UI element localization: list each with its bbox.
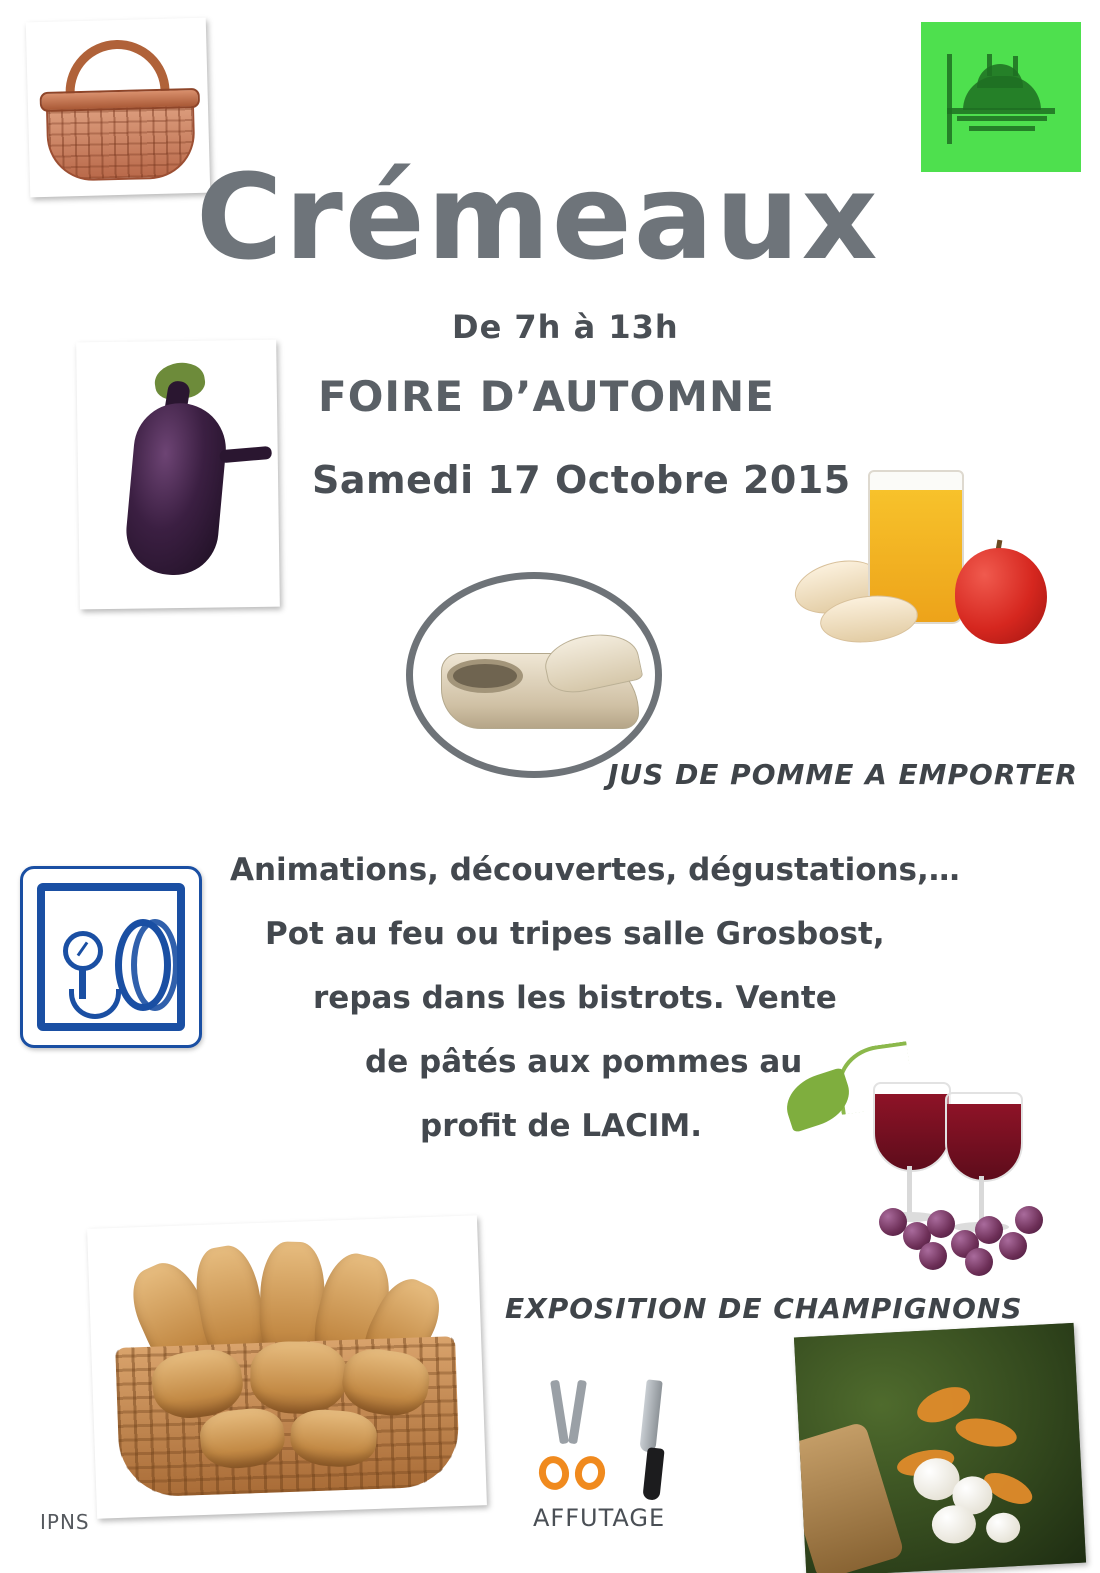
grape-icon [965,1248,993,1276]
grape-icon [919,1242,947,1270]
bread-loaf-icon [250,1341,347,1415]
town-logo-green [921,22,1081,172]
grape-icon [1015,1206,1043,1234]
footer-note: IPNS [40,1510,90,1534]
apple-juice-glass-photo [790,470,1050,670]
wine-glass-icon [873,1082,951,1172]
apple-icon [955,548,1047,644]
basket-rim-icon [40,88,200,112]
mushroom-display-photo [794,1323,1086,1573]
bread-basket-photo [87,1215,487,1518]
body-line: repas dans les bistrots. Vente [313,980,837,1016]
page-title: Crémeaux [196,148,880,286]
wine-glass-icon [945,1092,1023,1182]
scissors-and-knife-illustration [533,1380,693,1505]
event-date: Samedi 17 Octobre 2015 [312,458,851,502]
eggplant-stalk-icon [219,446,272,463]
grape-icon [927,1210,955,1238]
scissors-blade-icon [568,1380,587,1445]
grape-icon [999,1232,1027,1260]
knife-blade-icon [639,1379,662,1452]
event-name: FOIRE D’AUTOMNE [318,372,775,421]
pressure-gauge-icon [63,931,103,971]
body-line: profit de LACIM. [420,1108,703,1144]
grape-icon [975,1216,1003,1244]
wicker-basket-photo [26,18,211,198]
knife-handle-icon [642,1447,664,1500]
opening-hours: De 7h à 13h [452,308,679,346]
wine-glass-stem-icon [907,1166,912,1214]
clog-shape-icon [441,635,637,727]
scissors-handle-icon [572,1453,608,1492]
body-line: de pâtés aux pommes au [365,1044,803,1080]
caption-sharpening: AFFUTAGE [533,1504,666,1532]
vine-leaf-icon [779,1067,857,1133]
scissors-blade-icon [550,1380,569,1445]
town-logo-mark-icon [943,50,1059,146]
scissors-handle-icon [536,1453,572,1492]
eggplant-body-icon [123,399,230,579]
eggplant-photo [76,340,280,610]
caption-mushrooms: EXPOSITION DE CHAMPIGNONS [505,1292,1023,1325]
tyre-pressure-gauge-sign [20,866,202,1048]
clog-opening-inner-icon [453,664,517,688]
wooden-clog-illustration [406,572,662,778]
tyre-icon [131,919,179,1011]
wine-glasses-grapes-photo [775,1040,1055,1280]
body-line: Pot au feu ou tripes salle Grosbost, [265,916,885,952]
caption-juice: JUS DE POMME A EMPORTER [608,758,1078,791]
body-line: Animations, découvertes, dégustations,… [230,852,960,888]
